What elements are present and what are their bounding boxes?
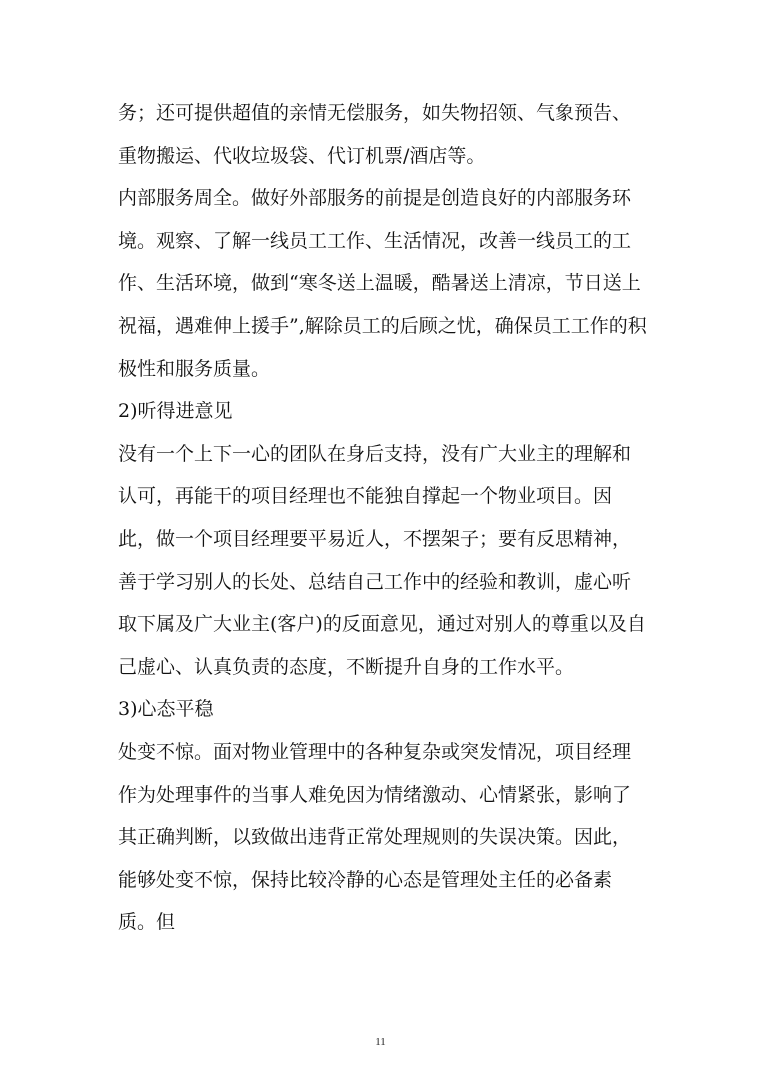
text-line: 善于学习别人的长处、总结自己工作中的经验和教训，虚心听 [118,570,632,593]
text-line: 极性和服务质量。 [118,357,271,380]
text-line: 作、生活环境，做到“寒冬送上温暖，酷暑送上清凉，节日送上 [118,272,641,295]
text-line: 此，做一个项目经理要平易近人，不摆架子；要有反思精神， [118,527,632,550]
text-line: 认可，再能干的项目经理也不能独自撑起一个物业项目。因 [118,485,613,508]
page-number: 11 [375,1036,386,1048]
text-line: 境。观察、了解一线员工工作、生活情况，改善一线员工的工 [118,229,632,252]
text-line: 能够处变不惊，保持比较冷静的心态是管理处主任的必备素 [118,868,613,891]
text-line: 取下属及广大业主(客户)的反面意见，通过对别人的尊重以及自 [118,613,646,636]
text-line: 务；还可提供超值的亲情无偿服务，如失物招领、气象预告、 [118,102,632,124]
text-line: 处变不惊。面对物业管理中的各种复杂或突发情况，项目经理 [118,740,632,763]
text-line: 重物搬运、代收垃圾袋、代订机票/酒店等。 [118,144,486,167]
text-line: 内部服务周全。做好外部服务的前提是创造良好的内部服务环 [118,187,632,210]
text-line: 祝福，遇难伸上援手”,解除员工的后顾之忧，确保员工工作的积 [118,314,647,337]
text-line: 其正确判断，以致做出违背正常处理规则的失误决策。因此， [118,826,632,849]
text-line: 作为处理事件的当事人难免因为情绪激动、心情紧张，影响了 [118,783,632,806]
text-line: 己虚心、认真负责的态度，不断提升自身的工作水平。 [118,655,575,678]
section-heading: 2)听得进意见 [118,400,233,423]
text-line: 质。但 [118,911,176,934]
text-line: 没有一个上下一心的团队在身后支持，没有广大业主的理解和 [118,442,632,465]
section-heading: 3)心态平稳 [118,698,214,721]
body-text [118,92,658,944]
